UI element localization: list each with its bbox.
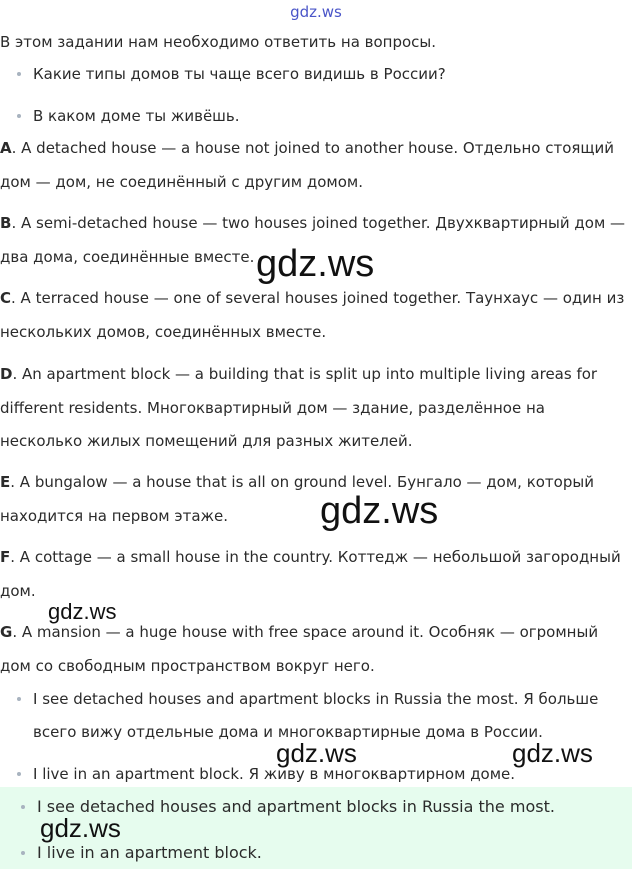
definition-g-line1 <box>0 622 598 642</box>
definition-text: . A mansion — a huge house with free space around it. Особняк — огромный <box>12 623 599 641</box>
bullet-icon <box>17 697 21 701</box>
definition-g-line2: дом со свободным пространством вокруг него. <box>0 657 375 675</box>
definition-text: . A detached house — a house not joined to another house. Отдельно стоящий <box>11 139 615 157</box>
definition-text: . A terraced house — one of several houses joined together. Таунхаус — один из <box>11 289 625 307</box>
definition-e-line2: находится на первом этаже. <box>0 507 229 525</box>
definition-letter: D <box>0 365 13 383</box>
definition-text: . An apartment block — a building that is split up into multiple living areas for <box>12 365 598 383</box>
bullet-icon <box>17 772 21 776</box>
watermark: gdz.ws <box>276 738 357 768</box>
definition-c-line2: нескольких домов, соединённых вместе. <box>0 323 327 341</box>
definition-d-line3: несколько жилых помещений для разных жителей. <box>0 432 413 450</box>
watermark: gdz.ws <box>40 813 121 843</box>
answer-item-line1: I see detached houses and apartment blocks in Russia the most. Я больше <box>33 690 599 708</box>
definition-b-line2: два дома, соединённые вместе. <box>0 248 255 266</box>
definition-text: . A semi-detached house — two houses joined together. Двухквартирный дом — <box>11 214 626 232</box>
definition-f-line1 <box>0 547 621 567</box>
bullet-icon <box>21 851 25 855</box>
definition-letter: C <box>0 289 12 307</box>
definition-c-line1 <box>0 288 624 308</box>
definition-letter: B <box>0 214 12 232</box>
definition-d-line2: different residents. Многоквартирный дом — здание, разделённое на <box>0 399 545 417</box>
definition-e-line1 <box>0 472 594 492</box>
definition-d-line1 <box>0 364 597 384</box>
short-answer-item: I live in an apartment block. <box>37 843 262 862</box>
watermark: gdz.ws <box>256 243 375 285</box>
bullet-icon <box>17 114 21 118</box>
watermark-top: gdz.ws <box>290 3 342 21</box>
definition-b-line1 <box>0 213 625 233</box>
bullet-icon <box>17 72 21 76</box>
definition-f-line2: дом. <box>0 582 36 600</box>
watermark: gdz.ws <box>320 490 439 532</box>
answer-item: I live in an apartment block. Я живу в многоквартирном доме. <box>33 765 516 783</box>
short-answer-item: I see detached houses and apartment blocks in Russia the most. <box>37 797 555 816</box>
definition-letter: G <box>0 623 13 641</box>
definition-a-line1 <box>0 138 614 158</box>
bullet-icon <box>21 805 25 809</box>
watermark: gdz.ws <box>48 599 117 624</box>
definition-letter: F <box>0 548 11 566</box>
definition-text: . A bungalow — a house that is all on ground level. Бунгало — дом, который <box>10 473 594 491</box>
watermark: gdz.ws <box>512 738 593 768</box>
definition-text: . A cottage — a small house in the country. Коттедж — небольшой загородный <box>10 548 621 566</box>
definition-a-line2: дом — дом, не соединённый с другим домом. <box>0 173 364 191</box>
question-item: Какие типы домов ты чаще всего видишь в России? <box>33 65 446 83</box>
definition-letter: A <box>0 139 12 157</box>
definition-letter: E <box>0 473 11 491</box>
question-item: В каком доме ты живёшь. <box>33 107 240 125</box>
intro-text: В этом задании нам необходимо ответить на вопросы. <box>0 33 437 51</box>
answer-item-line2: всего вижу отдельные дома и многоквартирные дома в России. <box>33 723 543 741</box>
